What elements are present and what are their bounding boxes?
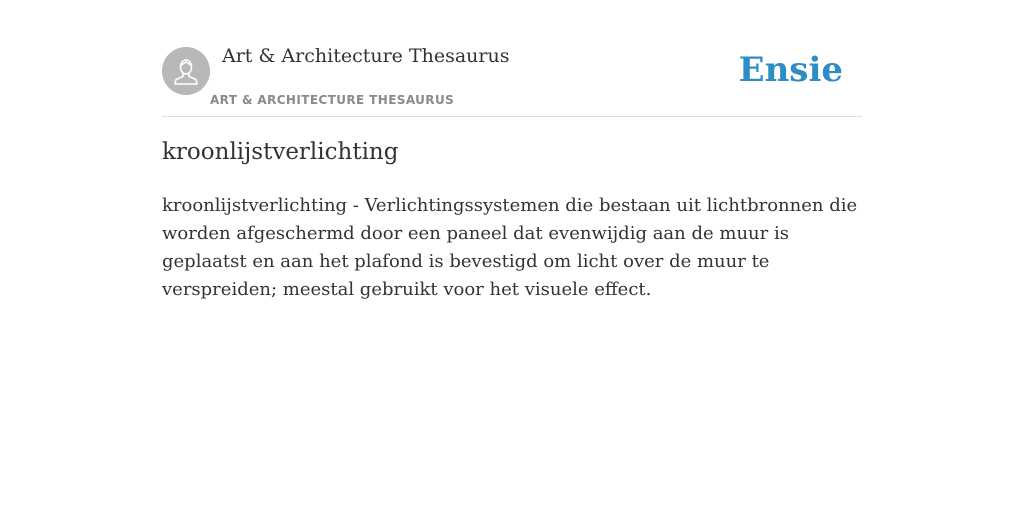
entry-definition: kroonlijstverlichting - Verlichtingssystemen die bestaan uit lichtbronnen die worden afgeschermd door een paneel dat evenwijdig aan de muur is geplaatst en aan het plafond is bevestigd om licht over de muur te verspreiden; meestal gebruikt voor het visuele effect. xyxy=(162,195,858,300)
author-name-link[interactable]: Art & Architecture Thesaurus xyxy=(222,45,510,67)
avatar[interactable] xyxy=(162,47,210,95)
ensie-logo[interactable]: Ensie xyxy=(738,50,843,90)
author-header xyxy=(162,40,862,117)
user-icon xyxy=(162,47,210,95)
entry-title: kroonlijstverlichting xyxy=(162,139,399,165)
author-subtitle: ART & ARCHITECTURE THESAURUS xyxy=(210,93,455,107)
